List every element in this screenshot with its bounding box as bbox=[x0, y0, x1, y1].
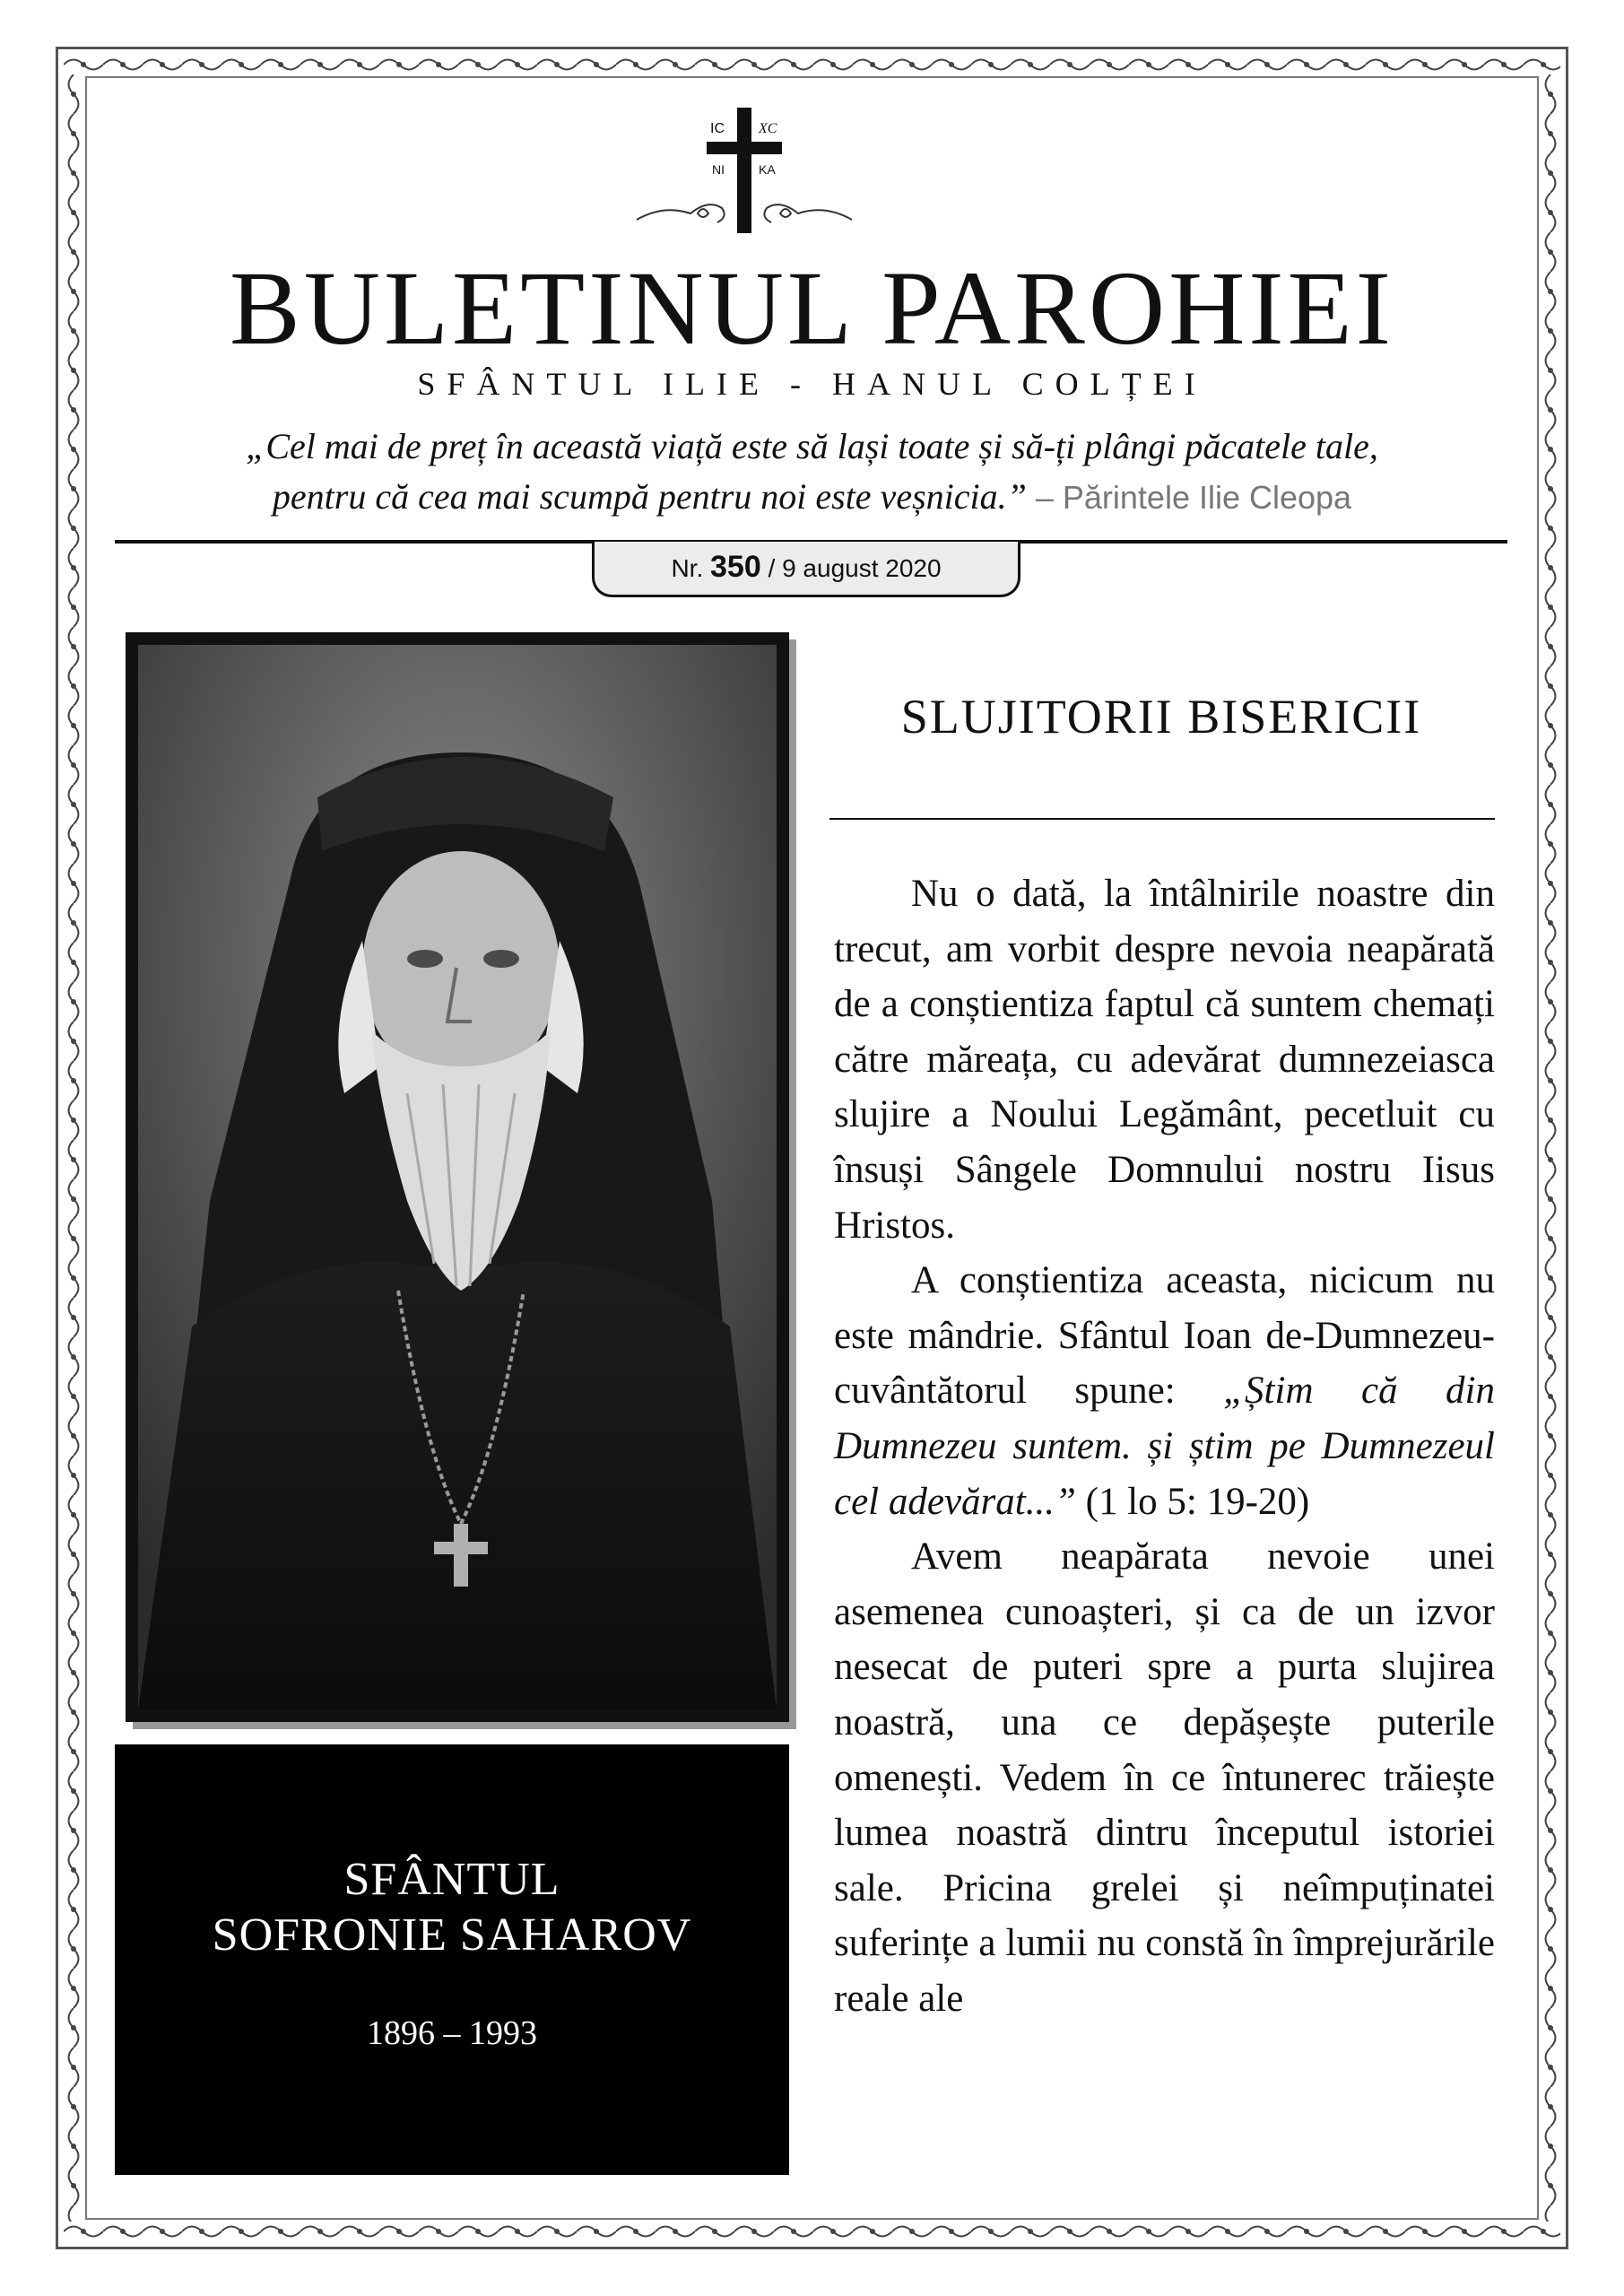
saint-years: 1896 – 1993 bbox=[367, 2014, 537, 2052]
article-body bbox=[834, 866, 1495, 2026]
article-p2-reference: (1 lo 5: 19-20) bbox=[1075, 1480, 1310, 1523]
portrait-caption bbox=[115, 1744, 789, 2175]
quote-line-2-wrap bbox=[117, 472, 1507, 523]
quote-author: – Părintele Ilie Cleopa bbox=[1035, 479, 1352, 516]
ornament-band-left bbox=[64, 74, 83, 2222]
portrait-icon bbox=[138, 645, 777, 1709]
saint-name-line-2: SOFRONIE SAHAROV bbox=[212, 1909, 692, 1961]
saint-name-line-1: SFÂNTUL bbox=[343, 1854, 560, 1905]
cross-icon bbox=[628, 99, 861, 251]
ornament-band-right bbox=[1541, 74, 1560, 2222]
emblem-letter-xc: XC bbox=[759, 121, 777, 136]
article-p2-scripture: „Știm că din Dumnezeu suntem. și știm pe Dumnezeul cel adevărat...” bbox=[834, 1370, 1495, 1523]
article-paragraph-2 bbox=[834, 1253, 1495, 1529]
page-title: BULETINUL PAROHIEI bbox=[230, 249, 1394, 367]
saint-name bbox=[115, 1852, 789, 1963]
quote-line-2: pentru că cea mai scumpă pentru noi este veșnicia.” bbox=[272, 476, 1027, 517]
page-subtitle: SFÂNTUL ILIE - HANUL COLȚEI bbox=[417, 366, 1207, 402]
article-p2-start: A conștientiza aceasta, nicicum nu este mândrie. Sfântul Ioan de-Dumnezeu-cuvântătorul spune: bbox=[834, 1259, 1495, 1413]
issue-number: 350 bbox=[710, 550, 761, 584]
emblem-letter-ni: NI bbox=[712, 162, 725, 177]
article-heading: SLUJITORII BISERICII bbox=[900, 690, 1422, 744]
issue-date: / 9 august 2020 bbox=[768, 554, 942, 582]
portrait-frame bbox=[126, 632, 789, 1722]
article-paragraph-3: Avem neapărata nevoie unei asemenea cunoașteri, și ca de un izvor nesecat de puteri spre a purta slujirea noastră, una ce depășește puterile omenești. Vedem în ce întunerec trăiește lumea noastră dintru începutul istoriei sale. Pricina grelei și neîmpuținatei suferințe a lumii nu constă în împrejurările reale ale bbox=[834, 1535, 1495, 2020]
article-paragraph-1: Nu o dată, la întâlnirile noastre din trecut, am vorbit despre nevoia neapărată de a conștientiza faptul că suntem chemați către măreața, cu adevărat dumnezeiasca slujire a Noului Legământ, pecetluit cu însuși Sângele Domnului nostru Iisus Hristos. bbox=[834, 873, 1495, 1247]
quote-line-1: „Cel mai de preț în această viață este să lași toate și să-ți plângi păcatele tale, bbox=[246, 426, 1378, 466]
emblem-letter-ka: KA bbox=[759, 162, 776, 177]
article-heading-divider bbox=[829, 818, 1495, 820]
issue-prefix: Nr. bbox=[671, 554, 704, 582]
ornament-band-bottom bbox=[64, 2222, 1560, 2241]
epigraph-quote bbox=[117, 422, 1507, 523]
emblem-letter-ic: IC bbox=[710, 121, 725, 136]
ornament-band-top bbox=[64, 55, 1560, 74]
issue-badge bbox=[592, 542, 1020, 597]
